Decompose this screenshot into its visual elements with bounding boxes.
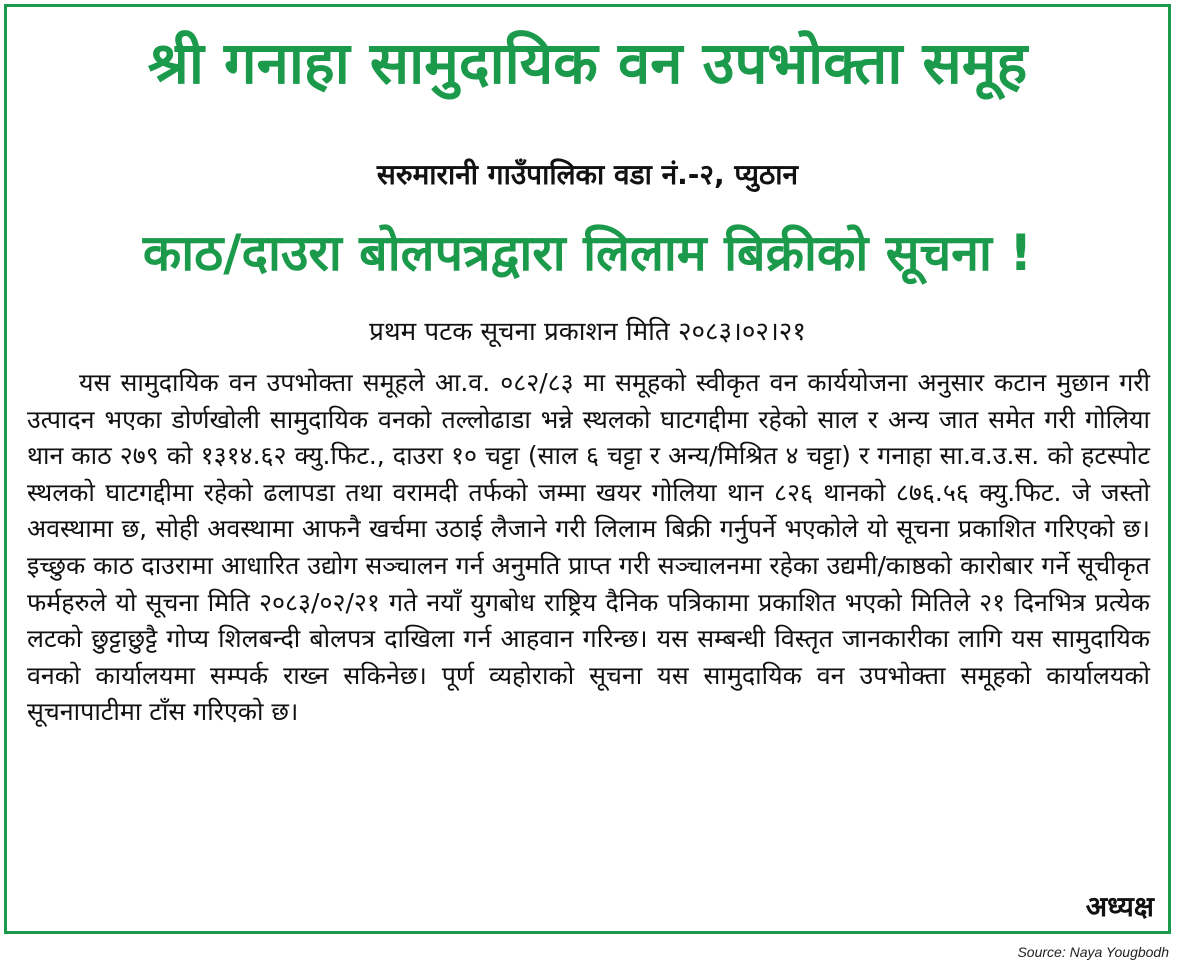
notice-frame — [4, 4, 1171, 934]
organization-title: श्री गनाहा सामुदायिक वन उपभोक्ता समूह — [147, 29, 1028, 97]
notice-body: यस सामुदायिक वन उपभोक्ता समूहले आ.व. ०८२/८३ मा समूहको स्वीकृत वन कार्ययोजना अनुसार कटान मुछान गरी उत्पादन भएका डोर्णखोली सामुदायिक वनको तल्लोढाडा भन्ने स्थलको घाटगद्दीमा रहेको साल र अन्य जात समेत गरी गोलिया थान काठ २७९ को १३१४.६२ क्यु.फिट., दाउरा १० चट्टा (साल ६ चट्टा र अन्य/मिश्रित ४ चट्टा) र गनाहा सा.व.उ.स. को हटस्पोट स्थलको घाटगद्दीमा रहेको ढलापडा तथा वरामदी तर्फको जम्मा खयर गोलिया थान ८२६ थानको ८७६.५६ क्यु.फिट. जे जस्तो अवस्थामा छ, सोही अवस्थामा आफनै खर्चमा उठाई लैजाने गरी लिलाम बिक्री गर्नुपर्ने भएकोले यो सूचना प्रकाशित गरिएको छ। इच्छुक काठ दाउरामा आधारित उद्योग सञ्चालन गर्न अनुमति प्राप्त गरी सञ्चालनमा रहेका उद्यमी/काष्ठको कारोबार गर्ने सूचीकृत फर्महरुले यो सूचना मिति २०८३/०२/२१ गते नयाँ युगबोध राष्ट्रिय दैनिक पत्रिकामा प्रकाशित भएको मितिले २१ दिनभित्र प्रत्येक लटको छुट्टाछुट्टै गोप्य शिलबन्दी बोलपत्र दाखिला गर्न आहवान गरिन्छ। यस सम्बन्धी विस्तृत जानकारीका लागि यस सामुदायिक वनको कार्यालयमा सम्पर्क राख्न सकिनेछ। पूर्ण व्यहोराको सूचना यस सामुदायिक वन उपभोक्ता समूहको कार्यालयको सूचनापाटीमा टाँस गरिएको छ। — [27, 368, 1150, 727]
organization-address: सरुमारानी गाउँपालिका वडा नं.-२, प्युठान — [376, 158, 799, 191]
notice-title: काठ/दाउरा बोलपत्रद्वारा लिलाम बिक्रीको सूचना ! — [142, 224, 1033, 282]
signatory: अध्यक्ष — [1085, 890, 1154, 923]
source-credit: Source: Naya Yougbodh — [1017, 944, 1169, 960]
publication-date: प्रथम पटक सूचना प्रकाशन मिति २०८३।०२।२१ — [369, 317, 806, 347]
